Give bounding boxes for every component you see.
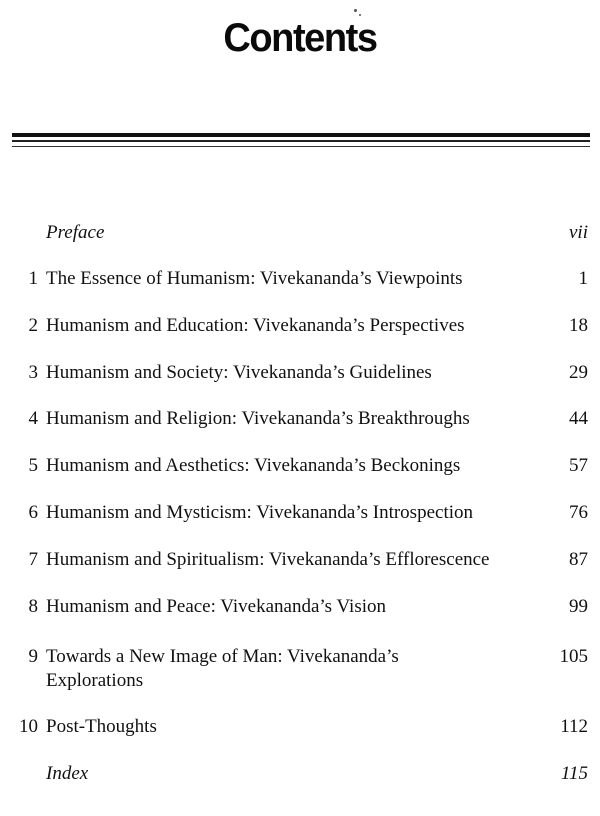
entry-title: Humanism and Aesthetics: Vivekananda’s Beckonings bbox=[46, 455, 461, 476]
entry-title: Humanism and Religion: Vivekananda’s Breakthroughs bbox=[46, 408, 470, 429]
entry-title: Preface bbox=[46, 222, 105, 243]
entry-title: Humanism and Education: Vivekananda’s Perspectives bbox=[46, 315, 465, 336]
entry-page: 18 bbox=[569, 315, 588, 336]
entry-page: 99 bbox=[569, 596, 588, 617]
entry-number: 7 bbox=[28, 549, 38, 570]
entry-page: 29 bbox=[569, 362, 588, 383]
entry-title: Humanism and Spiritualism: Vivekananda’s Efflorescence bbox=[46, 549, 490, 570]
entry-page: 1 bbox=[578, 268, 588, 289]
ink-speck bbox=[359, 14, 361, 16]
title-rule bbox=[12, 133, 590, 147]
entry-page: vii bbox=[569, 222, 588, 243]
entry-title: Humanism and Peace: Vivekananda’s Vision bbox=[46, 596, 387, 617]
entry-page: 44 bbox=[569, 408, 588, 429]
entry-page: 57 bbox=[569, 455, 588, 476]
ink-speck bbox=[354, 9, 357, 12]
entry-page: 87 bbox=[569, 549, 588, 570]
entry-title: Post-Thoughts bbox=[46, 716, 157, 737]
entry-number: 8 bbox=[28, 596, 38, 617]
entry-title: The Essence of Humanism: Vivekananda’s Viewpoints bbox=[46, 268, 463, 289]
entry-number: 6 bbox=[28, 502, 38, 523]
entry-title: Towards a New Image of Man: Vivekananda’s bbox=[46, 646, 399, 667]
entry-page: 112 bbox=[560, 716, 588, 737]
entry-number: 9 bbox=[28, 646, 38, 667]
entry-number: 4 bbox=[28, 408, 38, 429]
entry-title: Index bbox=[46, 763, 89, 784]
entry-page: 76 bbox=[569, 502, 588, 523]
entry-number: 1 bbox=[28, 268, 38, 289]
entry-number: 3 bbox=[28, 362, 38, 383]
entry-number: 2 bbox=[28, 315, 38, 336]
entry-title: Humanism and Society: Vivekananda’s Guidelines bbox=[46, 362, 432, 383]
entry-number: 5 bbox=[28, 455, 38, 476]
entry-page: 115 bbox=[560, 763, 588, 784]
entry-number: 10 bbox=[19, 716, 38, 737]
page-title: Contents bbox=[223, 16, 377, 60]
entry-title-continued: Explorations bbox=[46, 670, 144, 691]
entry-title: Humanism and Mysticism: Vivekananda’s Introspection bbox=[46, 502, 473, 523]
entry-page: 105 bbox=[559, 646, 588, 667]
